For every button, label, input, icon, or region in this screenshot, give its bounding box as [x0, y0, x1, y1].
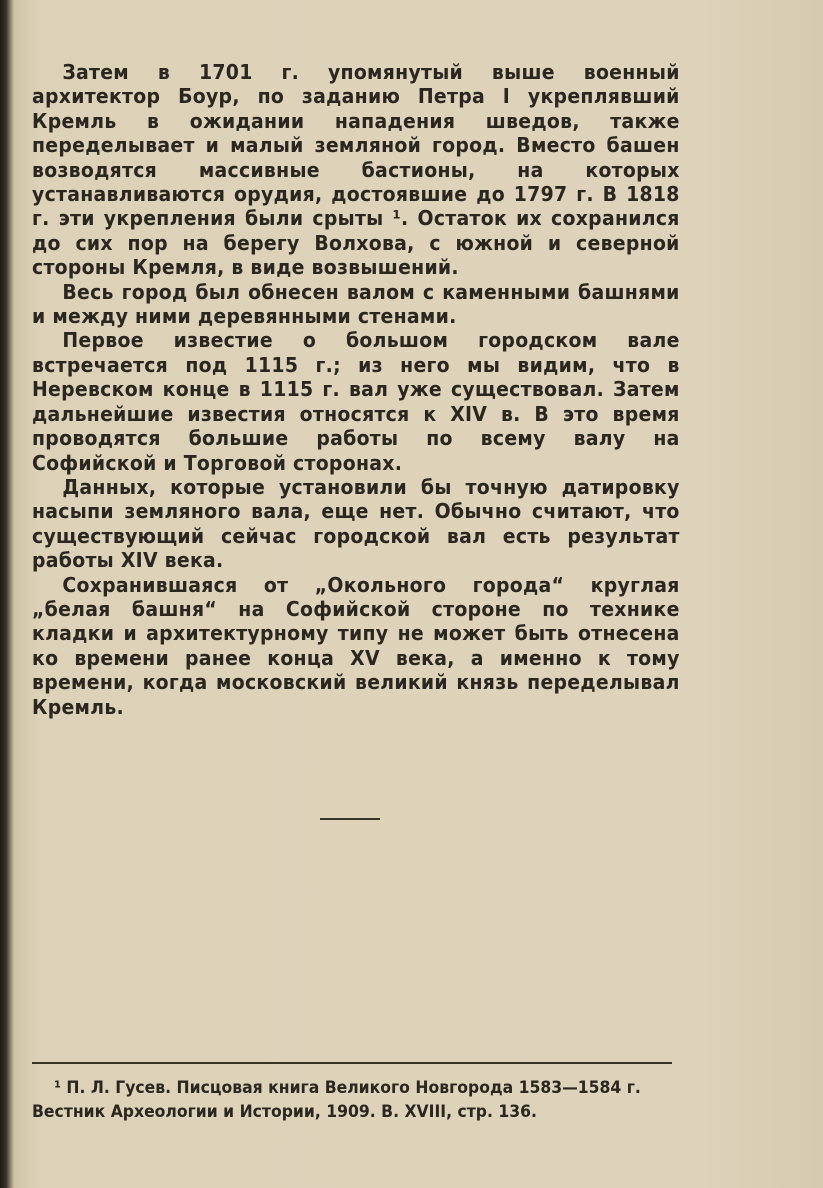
footnote	[32, 1076, 676, 1124]
section-separator	[320, 818, 380, 820]
paragraph: Весь город был обнесен валом с каменными башнями и между ними деревянными стенами.	[32, 279, 680, 329]
footnote-rule	[32, 1062, 672, 1064]
paragraph: Затем в 1701 г. упомянутый выше военный архитектор Боур, по заданию Петра I укреплявший Кремль в ожидании нападения шведов, также переделывает и малый земляной город. Вместо башен возводятся массивные бастионы, на которых устанавливаются орудия, достоявшие до 1797 г. В 1818 г. эти укрепления были срыты ¹. Остаток их сохранился до сих пор на берегу Волхова, с южной и северной стороны Кремля, в виде возвышений.	[32, 60, 680, 280]
body-text	[32, 60, 680, 719]
paragraph: Сохранившаяся от „Окольного города“ круглая „белая башня“ на Софийской стороне по технике кладки и архитектурному типу не может быть отнесена ко времени ранее конца XV века, а именно к тому времени, когда московский великий князь переделывал Кремль.	[32, 572, 680, 719]
footnote-line: Вестник Археологии и Истории, 1909. В. XVIII, стр. 136.	[32, 1102, 537, 1122]
footnote-line: ¹ П. Л. Гусев. Писцовая книга Великого Новгорода 1583—1584 г.	[54, 1078, 641, 1098]
paragraph: Первое известие о большом городском вале встречается под 1115 г.; из него мы видим, что в Неревском конце в 1115 г. вал уже существовал. Затем дальнейшие известия относятся к XIV в. В это время проводятся большие работы по всему валу на Софийской и Торговой сторонах.	[32, 328, 680, 475]
paragraph: Данных, которые установили бы точную датировку насыпи земляного вала, еще нет. Обычно считают, что существующий сейчас городской вал есть результат работы XIV века.	[32, 474, 680, 573]
